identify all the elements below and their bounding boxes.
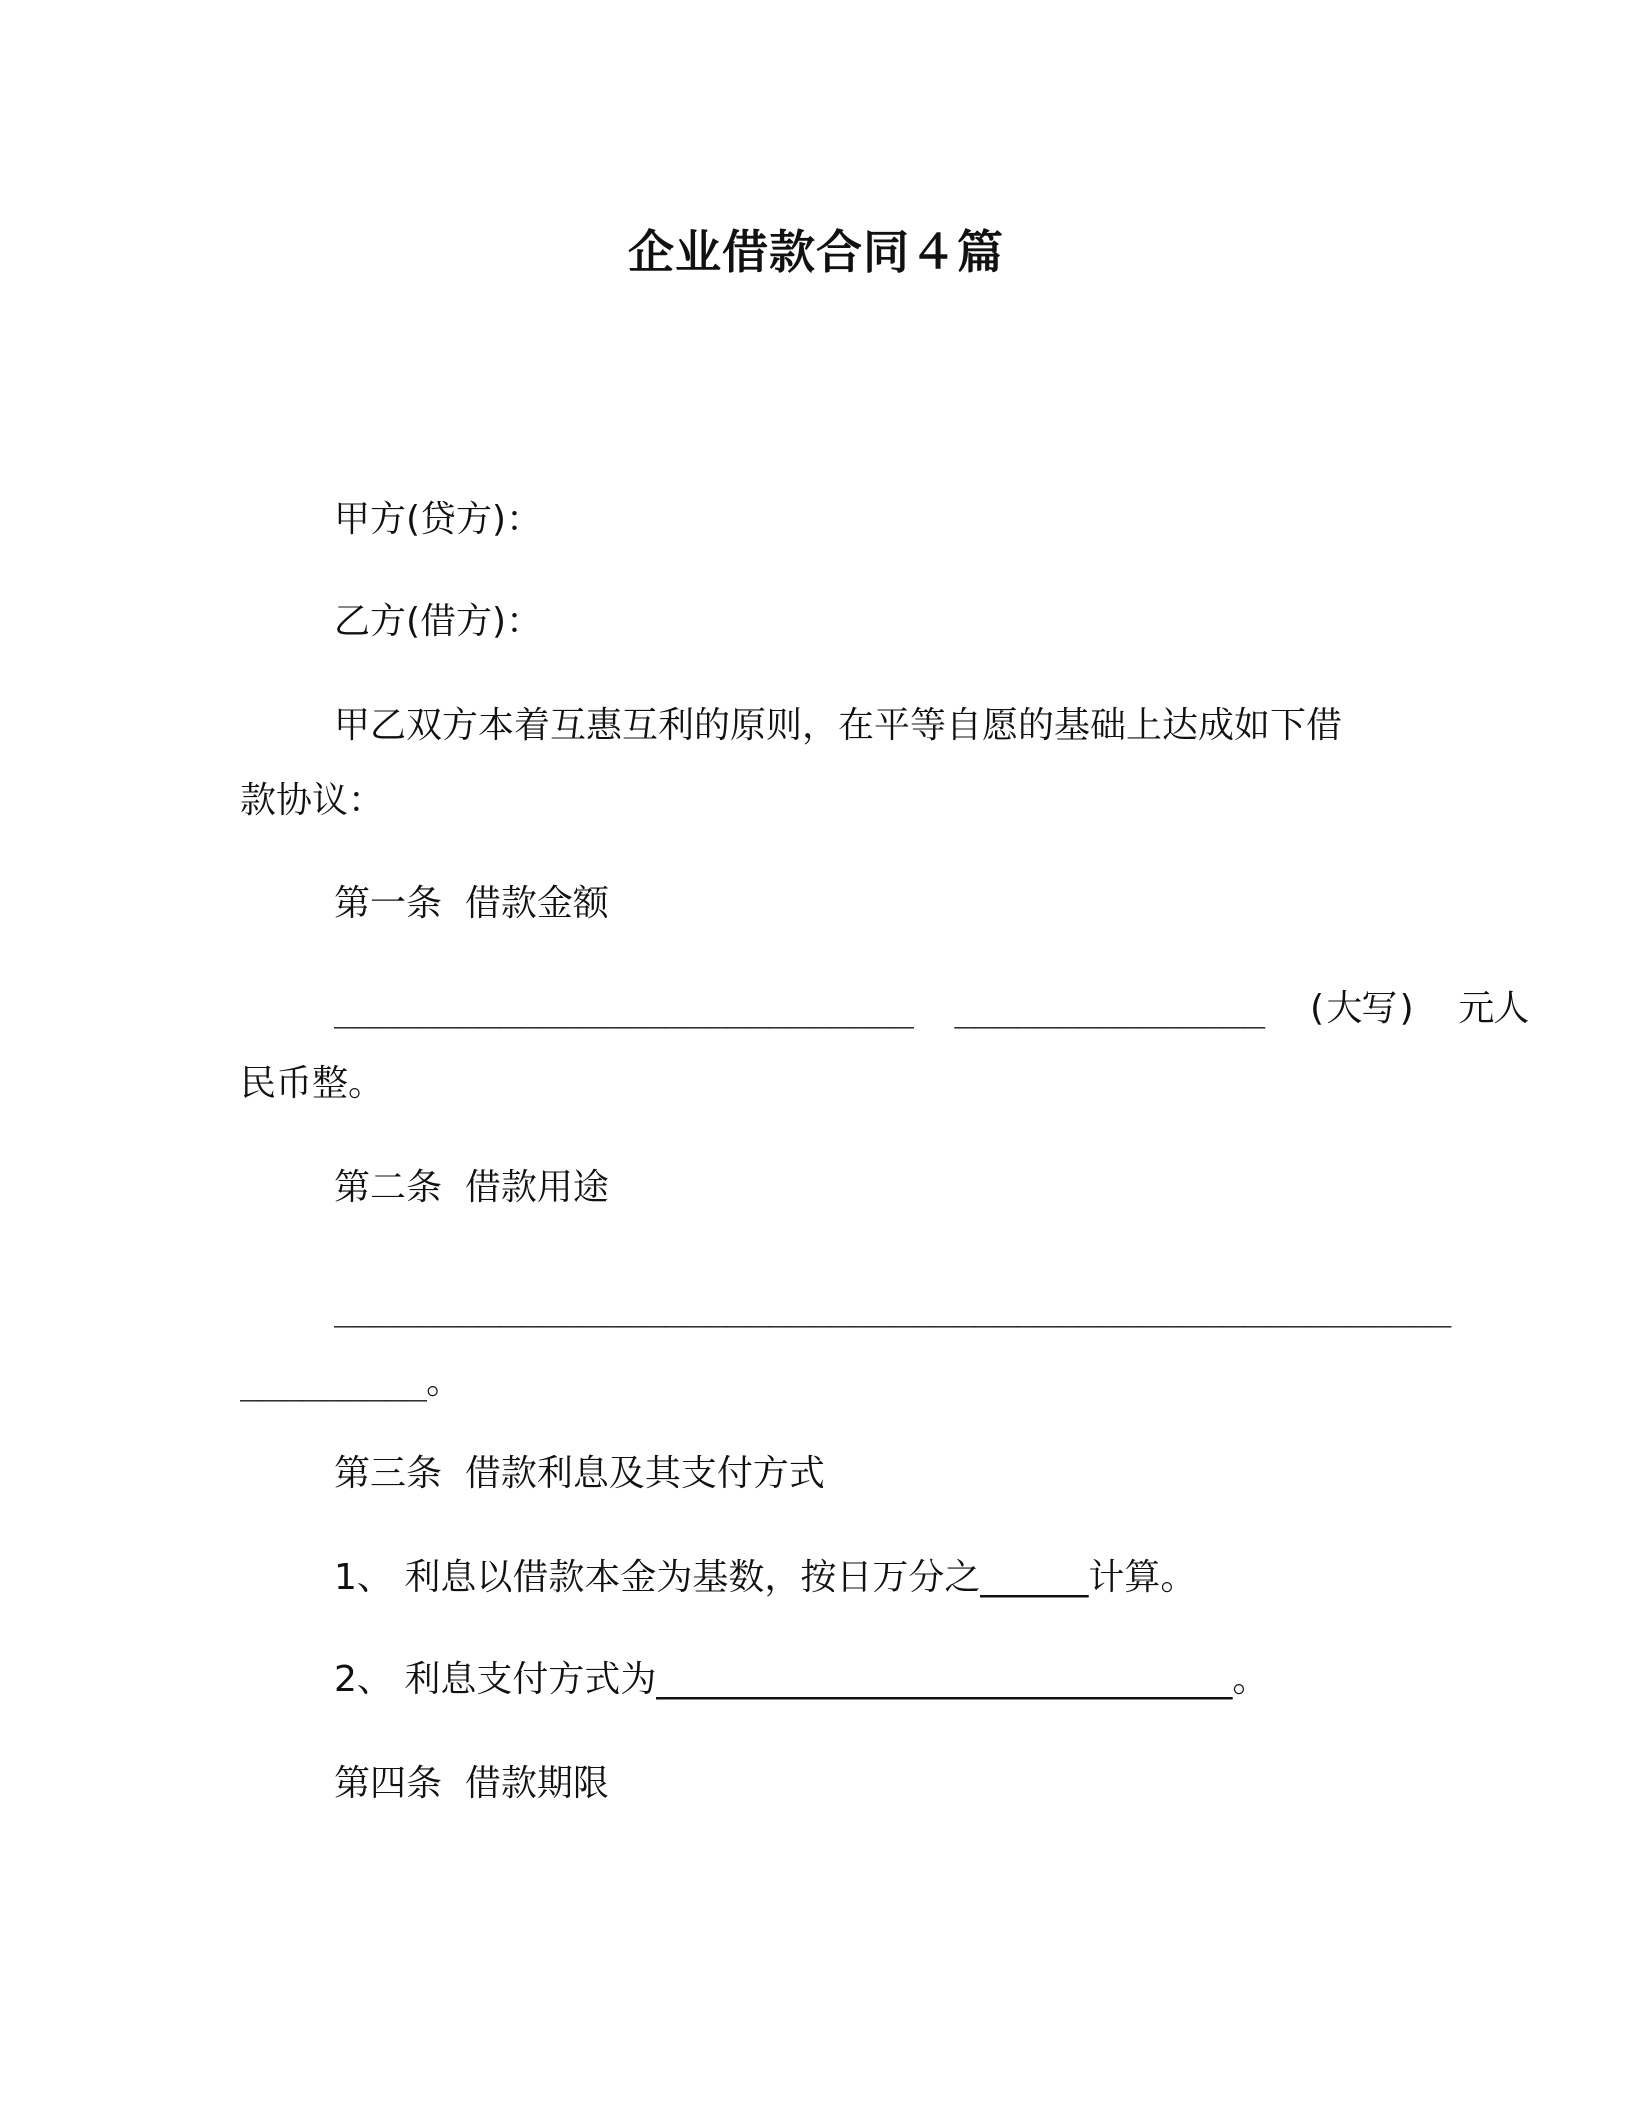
article-1-amount-line: ____________________________ _______________ (大写) 元人 [334,988,1529,1029]
article-2-purpose-line-2: _________。 [240,1361,462,1402]
article-3-item-1: 1、 利息以借款本金为基数，按日万分之______计算。 [334,1557,1197,1598]
intro-paragraph-line-1: 甲乙双方本着互惠互利的原则，在平等自愿的基础上达成如下借 [334,705,1343,746]
intro-paragraph-line-2: 款协议： [240,780,385,821]
article-1-heading: 第一条 借款金额 [334,883,609,924]
article-3-heading: 第三条 借款利息及其支付方式 [334,1453,825,1494]
article-1-amount-line-2: 民币整。 [240,1063,385,1104]
document-title: 企业借款合同４篇 [628,225,1004,279]
article-4-heading: 第四条 借款期限 [334,1763,609,1804]
article-2-heading: 第二条 借款用途 [334,1167,609,1208]
party-a-label: 甲方(贷方)： [334,499,543,540]
article-3-item-2: 2、 利息支付方式为________________________________。 [334,1659,1269,1700]
party-b-label: 乙方(借方)： [334,601,543,642]
article-2-purpose-line: ______________________________________________________ [334,1287,1451,1328]
